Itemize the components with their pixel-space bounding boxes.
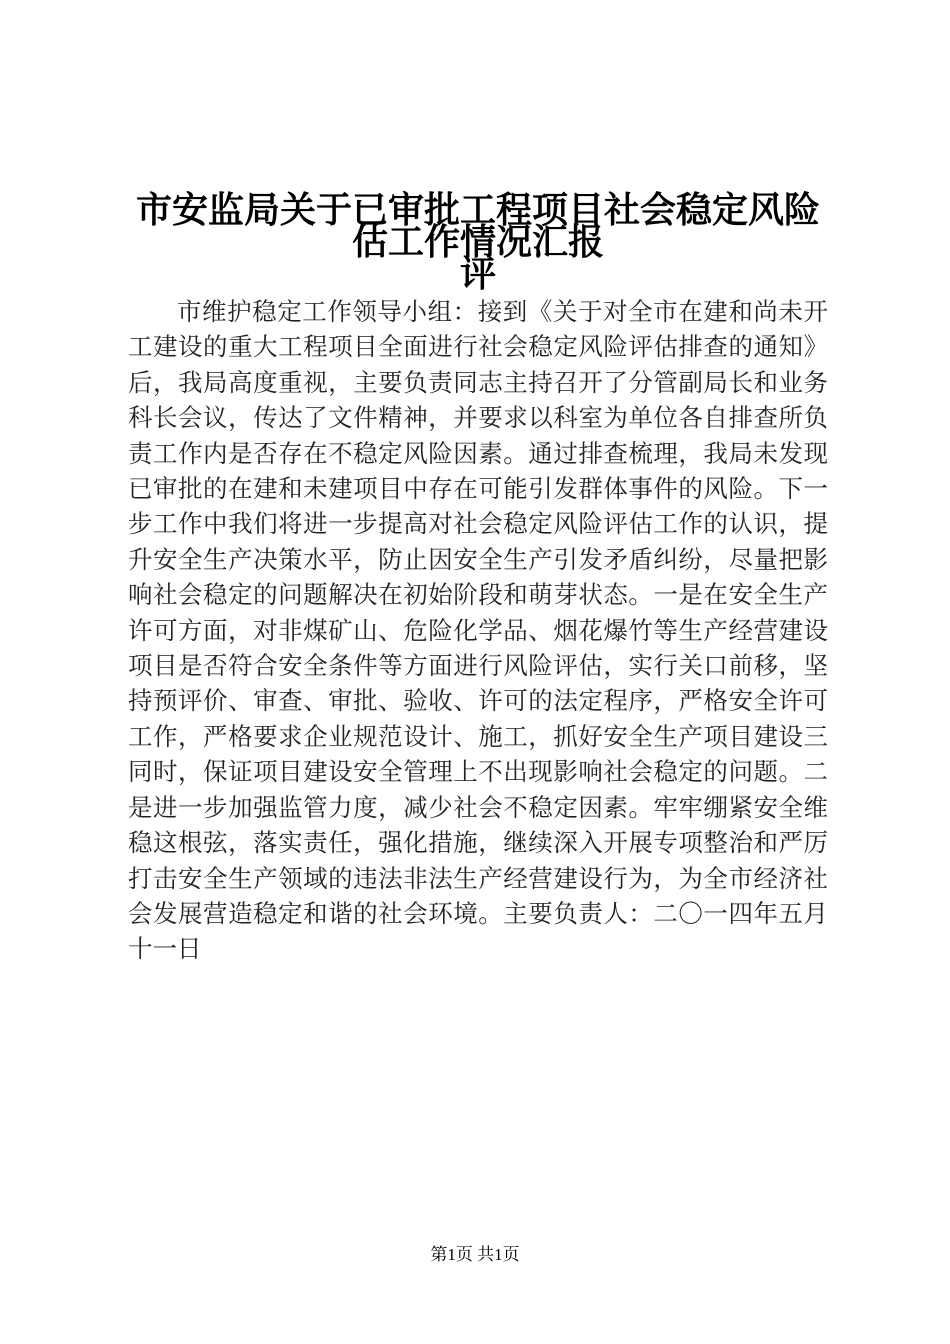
document-body-paragraph: 市维护稳定工作领导小组：接到《关于对全市在建和尚未开工建设的重大工程项目全面进行社会稳定风险评估排查的通知》后，我局高度重视，主要负责同志主持召开了分管副局长和业务科长会议，传达了文件精神，并要求以科室为单位各自排查所负责工作内是否存在不稳定风险因素。通过排查梳理，我局未发现已审批的在建和未建项目中存在可能引发群体事件的风险。下一步工作中我们将进一步提高对社会稳定风险评估工作的认识，提升安全生产决策水平，防止因安全生产引发矛盾纠纷，尽量把影响社会稳定的问题解决在初始阶段和萌芽状态。一是在安全生产许可方面，对非煤矿山、危险化学品、烟花爆竹等生产经营建设项目是否符合安全条件等方面进行风险评估，实行关口前移，坚持预评价、审查、审批、验收、许可的法定程序，严格安全许可工作，严格要求企业规范设计、施工，抓好安全生产项目建设三同时，保证项目建设安全管理上不出现影响社会稳定的问题。二是进一步加强监管力度，减少社会不稳定因素。牢牢绷紧安全维稳这根弦，落实责任，强化措施，继续深入开展专项整治和严厉打击安全生产领域的违法非法生产经营建设行为，为全市经济社会发展营造稳定和谐的社会环境。主要负责人：二〇一四年五月十一日 <box>128 297 828 964</box>
page-footer: 第1页 共1页 <box>430 1245 520 1264</box>
document-title-line-2: 估工作情况汇报 <box>351 221 604 263</box>
document-title-line-1: 市安监局关于已审批工程项目社会稳定风险评 <box>135 189 820 295</box>
